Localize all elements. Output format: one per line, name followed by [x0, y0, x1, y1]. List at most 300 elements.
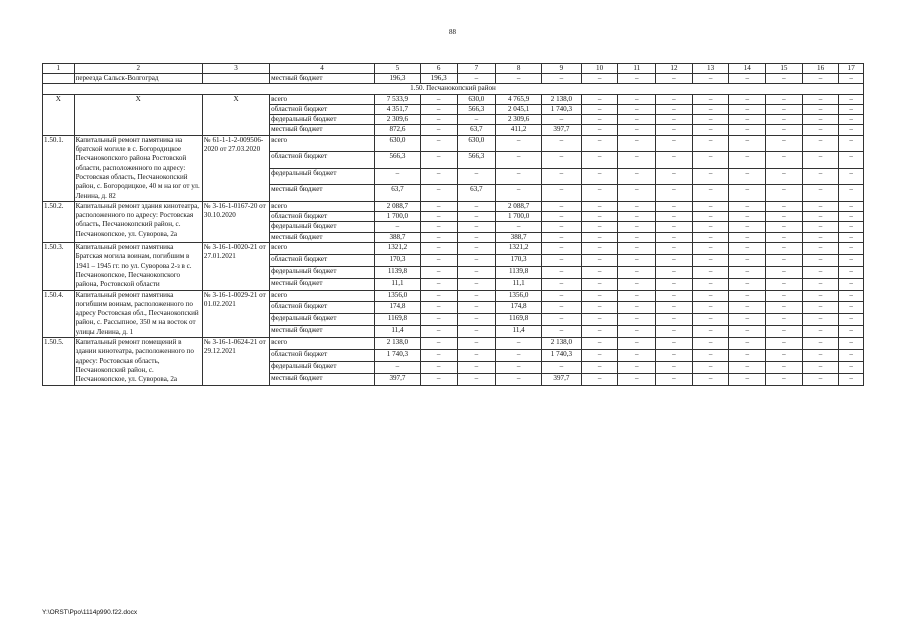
- empty-value-dash: –: [420, 104, 457, 114]
- numeric-value-cell: 1 700,0: [496, 212, 542, 222]
- empty-value-dash: –: [802, 338, 839, 350]
- empty-value-dash: –: [420, 115, 457, 125]
- empty-value-dash: –: [581, 361, 618, 373]
- numeric-value-cell: 11,1: [496, 278, 542, 290]
- empty-value-dash: –: [581, 104, 618, 114]
- document-cell: № 3-16-1-0167-20 от 30.10.2020: [202, 201, 269, 242]
- empty-value-dash: –: [542, 278, 582, 290]
- numeric-value-cell: 196,3: [420, 74, 457, 84]
- empty-value-dash: –: [457, 115, 496, 125]
- object-name-cell: Капитальный ремонт помещений в здании кинотеатра, расположенного по адресу: Ростовская область, Песчанокопский район, с. Песчанокопское, ул. Суворова, 2а: [74, 338, 202, 385]
- empty-value-dash: –: [656, 115, 693, 125]
- empty-value-dash: –: [692, 94, 729, 104]
- empty-value-dash: –: [766, 125, 803, 135]
- program-table: [42, 63, 864, 386]
- empty-value-dash: –: [729, 314, 766, 326]
- section-title: 1.50. Песчанокопский район: [43, 84, 864, 94]
- empty-value-dash: –: [581, 222, 618, 232]
- empty-value-dash: –: [766, 361, 803, 373]
- empty-value-dash: –: [618, 338, 656, 350]
- empty-value-dash: –: [839, 338, 864, 350]
- column-number-header: 6: [420, 64, 457, 74]
- empty-value-dash: –: [618, 185, 656, 202]
- empty-value-dash: –: [729, 302, 766, 314]
- empty-value-dash: –: [692, 349, 729, 361]
- empty-value-dash: –: [581, 232, 618, 242]
- empty-value-dash: –: [692, 104, 729, 114]
- object-name-cell: Капитальный ремонт здания кинотеатра, расположенного по адресу: Ростовская область, Песчанокопский район, с. Песчанокопское, ул. Суворова, 2а: [74, 201, 202, 242]
- empty-value-dash: –: [729, 361, 766, 373]
- empty-value-dash: –: [729, 290, 766, 302]
- empty-value-dash: –: [457, 314, 496, 326]
- empty-value-dash: –: [581, 94, 618, 104]
- document-cell: № 3-16-1-0029-21 от 01.02.2021: [202, 290, 269, 337]
- empty-value-dash: –: [802, 168, 839, 185]
- empty-value-dash: –: [692, 338, 729, 350]
- file-path-footer: Y:\ORST\Ppo\1114p990.f22.docx: [42, 609, 138, 616]
- empty-value-dash: –: [802, 373, 839, 385]
- empty-value-dash: –: [802, 104, 839, 114]
- empty-value-dash: –: [839, 232, 864, 242]
- empty-value-dash: –: [802, 314, 839, 326]
- row-number-cell: X: [43, 94, 75, 135]
- empty-value-dash: –: [618, 222, 656, 232]
- empty-value-dash: –: [457, 349, 496, 361]
- numeric-value-cell: 1356,0: [375, 290, 421, 302]
- numeric-value-cell: 63,7: [375, 185, 421, 202]
- numeric-value-cell: 2 088,7: [375, 201, 421, 211]
- numeric-value-cell: 174,8: [496, 302, 542, 314]
- empty-value-dash: –: [420, 254, 457, 266]
- empty-value-dash: –: [656, 361, 693, 373]
- empty-value-dash: –: [766, 243, 803, 255]
- empty-value-dash: –: [766, 222, 803, 232]
- empty-value-dash: –: [496, 185, 542, 202]
- budget-type-cell: федеральный бюджет: [270, 361, 375, 373]
- numeric-value-cell: 2 309,6: [375, 115, 421, 125]
- empty-value-dash: –: [496, 168, 542, 185]
- budget-type-cell: местный бюджет: [270, 232, 375, 242]
- empty-value-dash: –: [656, 125, 693, 135]
- empty-value-dash: –: [618, 326, 656, 338]
- numeric-value-cell: 1 740,3: [542, 104, 582, 114]
- empty-value-dash: –: [839, 135, 864, 152]
- budget-type-cell: федеральный бюджет: [270, 266, 375, 278]
- table-row: [43, 243, 864, 255]
- budget-type-cell: всего: [270, 201, 375, 211]
- empty-value-dash: –: [766, 201, 803, 211]
- empty-value-dash: –: [802, 212, 839, 222]
- empty-value-dash: –: [729, 278, 766, 290]
- empty-value-dash: –: [729, 254, 766, 266]
- numeric-value-cell: 7 533,9: [375, 94, 421, 104]
- empty-value-dash: –: [420, 232, 457, 242]
- numeric-value-cell: 63,7: [457, 125, 496, 135]
- empty-value-dash: –: [656, 326, 693, 338]
- empty-value-dash: –: [656, 266, 693, 278]
- empty-value-dash: –: [692, 278, 729, 290]
- empty-value-dash: –: [766, 338, 803, 350]
- numeric-value-cell: 2 088,7: [496, 201, 542, 211]
- empty-value-dash: –: [542, 135, 582, 152]
- empty-value-dash: –: [692, 361, 729, 373]
- numeric-value-cell: 11,4: [375, 326, 421, 338]
- numeric-value-cell: 1139,8: [496, 266, 542, 278]
- document-cell: № 61-1-1-2-009506-2020 от 27.03.2020: [202, 135, 269, 201]
- empty-value-dash: –: [581, 302, 618, 314]
- empty-value-dash: –: [656, 104, 693, 114]
- empty-value-dash: –: [839, 115, 864, 125]
- empty-value-dash: –: [802, 185, 839, 202]
- empty-value-dash: –: [581, 314, 618, 326]
- empty-value-dash: –: [729, 349, 766, 361]
- empty-value-dash: –: [457, 338, 496, 350]
- empty-value-dash: –: [656, 302, 693, 314]
- numeric-value-cell: 4 765,9: [496, 94, 542, 104]
- empty-value-dash: –: [542, 254, 582, 266]
- empty-value-dash: –: [618, 361, 656, 373]
- continuation-row: [43, 74, 864, 84]
- empty-value-dash: –: [802, 201, 839, 211]
- empty-value-dash: –: [581, 278, 618, 290]
- empty-value-dash: –: [729, 94, 766, 104]
- empty-value-dash: –: [766, 326, 803, 338]
- budget-type-cell: всего: [270, 135, 375, 152]
- column-number-header: 10: [581, 64, 618, 74]
- empty-value-dash: –: [692, 125, 729, 135]
- budget-type-cell: федеральный бюджет: [270, 222, 375, 232]
- table-row: [43, 338, 864, 350]
- empty-value-dash: –: [420, 373, 457, 385]
- numeric-value-cell: 2 138,0: [542, 94, 582, 104]
- empty-value-dash: –: [839, 125, 864, 135]
- column-number-header: 14: [729, 64, 766, 74]
- empty-value-dash: –: [839, 254, 864, 266]
- budget-type-cell: местный бюджет: [270, 125, 375, 135]
- empty-value-dash: –: [581, 243, 618, 255]
- empty-value-dash: –: [542, 74, 582, 84]
- empty-value-dash: –: [457, 212, 496, 222]
- empty-value-dash: –: [766, 185, 803, 202]
- budget-type-cell: местный бюджет: [270, 326, 375, 338]
- empty-value-dash: –: [802, 266, 839, 278]
- budget-type-cell: областной бюджет: [270, 104, 375, 114]
- empty-value-dash: –: [618, 254, 656, 266]
- empty-value-dash: –: [542, 152, 582, 169]
- empty-value-dash: –: [839, 373, 864, 385]
- empty-value-dash: –: [581, 254, 618, 266]
- empty-value-dash: –: [496, 152, 542, 169]
- empty-value-dash: –: [729, 168, 766, 185]
- empty-value-dash: –: [457, 326, 496, 338]
- numeric-value-cell: 566,3: [457, 152, 496, 169]
- numeric-value-cell: 1321,2: [375, 243, 421, 255]
- empty-value-dash: –: [581, 266, 618, 278]
- numeric-value-cell: 566,3: [375, 152, 421, 169]
- numeric-value-cell: 1169,8: [496, 314, 542, 326]
- empty-value-dash: –: [802, 74, 839, 84]
- budget-type-cell: местный бюджет: [270, 185, 375, 202]
- empty-value-dash: –: [618, 243, 656, 255]
- empty-value-dash: –: [656, 212, 693, 222]
- document-cell: № 3-16-1-0020-21 от 27.01.2021: [202, 243, 269, 290]
- empty-value-dash: –: [692, 74, 729, 84]
- empty-value-dash: –: [581, 212, 618, 222]
- budget-type-cell: местный бюджет: [270, 278, 375, 290]
- empty-value-dash: –: [729, 104, 766, 114]
- budget-type-cell: местный бюджет: [270, 373, 375, 385]
- empty-value-dash: –: [692, 115, 729, 125]
- empty-value-dash: –: [420, 338, 457, 350]
- empty-value-dash: –: [542, 243, 582, 255]
- empty-value-dash: –: [618, 168, 656, 185]
- empty-value-dash: –: [692, 185, 729, 202]
- empty-value-dash: –: [542, 302, 582, 314]
- empty-value-dash: –: [420, 94, 457, 104]
- budget-type-cell: областной бюджет: [270, 349, 375, 361]
- empty-value-dash: –: [802, 302, 839, 314]
- empty-value-dash: –: [729, 74, 766, 84]
- empty-value-dash: –: [496, 373, 542, 385]
- numeric-value-cell: 566,3: [457, 104, 496, 114]
- empty-value-dash: –: [457, 266, 496, 278]
- empty-value-dash: –: [802, 115, 839, 125]
- empty-value-dash: –: [729, 125, 766, 135]
- empty-value-dash: –: [656, 243, 693, 255]
- empty-value-dash: –: [618, 201, 656, 211]
- empty-value-dash: –: [457, 74, 496, 84]
- empty-value-dash: –: [839, 266, 864, 278]
- column-number-header: 11: [618, 64, 656, 74]
- column-number-header: 4: [270, 64, 375, 74]
- empty-value-dash: –: [420, 278, 457, 290]
- empty-value-dash: –: [766, 314, 803, 326]
- empty-value-dash: –: [766, 254, 803, 266]
- empty-value-dash: –: [457, 168, 496, 185]
- empty-value-dash: –: [457, 361, 496, 373]
- empty-value-dash: –: [839, 168, 864, 185]
- empty-value-dash: –: [839, 349, 864, 361]
- empty-value-dash: –: [618, 74, 656, 84]
- empty-value-dash: –: [766, 115, 803, 125]
- column-number-header: 1: [43, 64, 75, 74]
- empty-value-dash: –: [581, 373, 618, 385]
- column-number-header: 13: [692, 64, 729, 74]
- budget-type-cell: всего: [270, 338, 375, 350]
- empty-value-dash: –: [375, 222, 421, 232]
- empty-value-dash: –: [656, 168, 693, 185]
- row-number-cell: 1.50.4.: [43, 290, 75, 337]
- empty-value-dash: –: [581, 201, 618, 211]
- budget-type-cell: федеральный бюджет: [270, 168, 375, 185]
- empty-value-dash: –: [802, 232, 839, 242]
- table-row: [43, 135, 864, 152]
- document-cell: № 3-16-1-0624-21 от 29.12.2021: [202, 338, 269, 385]
- numeric-value-cell: 1 740,3: [375, 349, 421, 361]
- empty-value-dash: –: [457, 290, 496, 302]
- row-number-cell: 1.50.3.: [43, 243, 75, 290]
- budget-type-cell: федеральный бюджет: [270, 115, 375, 125]
- empty-value-dash: –: [581, 168, 618, 185]
- empty-value-dash: –: [496, 74, 542, 84]
- empty-value-dash: –: [656, 185, 693, 202]
- empty-value-dash: –: [766, 266, 803, 278]
- empty-value-dash: –: [618, 135, 656, 152]
- empty-value-dash: –: [839, 212, 864, 222]
- empty-value-dash: –: [375, 168, 421, 185]
- page-number: 88: [449, 28, 456, 36]
- empty-value-dash: –: [420, 201, 457, 211]
- numeric-value-cell: 630,0: [375, 135, 421, 152]
- empty-value-dash: –: [618, 94, 656, 104]
- empty-value-dash: –: [542, 222, 582, 232]
- empty-value-dash: –: [581, 135, 618, 152]
- empty-value-dash: –: [802, 125, 839, 135]
- empty-value-dash: –: [839, 152, 864, 169]
- budget-type-cell: областной бюджет: [270, 254, 375, 266]
- empty-value-dash: –: [420, 290, 457, 302]
- empty-value-dash: –: [618, 349, 656, 361]
- empty-value-dash: –: [729, 232, 766, 242]
- empty-value-dash: –: [839, 361, 864, 373]
- empty-value-dash: –: [581, 338, 618, 350]
- empty-value-dash: –: [766, 74, 803, 84]
- empty-value-dash: –: [692, 222, 729, 232]
- empty-value-dash: –: [420, 266, 457, 278]
- numeric-value-cell: 63,7: [457, 185, 496, 202]
- empty-value-dash: –: [656, 201, 693, 211]
- empty-value-dash: –: [692, 314, 729, 326]
- empty-value-dash: –: [656, 254, 693, 266]
- empty-value-dash: –: [420, 135, 457, 152]
- budget-type-cell: областной бюджет: [270, 152, 375, 169]
- column-number-header: 15: [766, 64, 803, 74]
- empty-value-dash: –: [542, 212, 582, 222]
- empty-value-dash: –: [618, 115, 656, 125]
- object-name-cell: Капитальный ремонт памятника погибшим воинам, расположенного по адресу Ростовская обл., Песчанокопский район, с. Рассыпное, 350 м на восток от улицы Ленина, д. 1: [74, 290, 202, 337]
- empty-value-dash: –: [457, 278, 496, 290]
- column-number-header: 7: [457, 64, 496, 74]
- numeric-value-cell: 397,7: [375, 373, 421, 385]
- empty-value-dash: –: [581, 115, 618, 125]
- empty-value-dash: –: [692, 232, 729, 242]
- empty-value-dash: –: [496, 222, 542, 232]
- empty-value-dash: –: [839, 302, 864, 314]
- column-number-header: 9: [542, 64, 582, 74]
- document-cell: [202, 74, 269, 84]
- empty-value-dash: –: [656, 94, 693, 104]
- empty-value-dash: –: [496, 349, 542, 361]
- empty-value-dash: –: [542, 201, 582, 211]
- empty-value-dash: –: [766, 212, 803, 222]
- empty-value-dash: –: [802, 243, 839, 255]
- empty-value-dash: –: [766, 302, 803, 314]
- empty-value-dash: –: [542, 361, 582, 373]
- empty-value-dash: –: [839, 314, 864, 326]
- row-number-cell: [43, 74, 75, 84]
- empty-value-dash: –: [729, 243, 766, 255]
- empty-value-dash: –: [729, 222, 766, 232]
- empty-value-dash: –: [457, 243, 496, 255]
- empty-value-dash: –: [420, 349, 457, 361]
- empty-value-dash: –: [496, 361, 542, 373]
- empty-value-dash: –: [839, 94, 864, 104]
- empty-value-dash: –: [618, 302, 656, 314]
- empty-value-dash: –: [839, 222, 864, 232]
- empty-value-dash: –: [457, 201, 496, 211]
- empty-value-dash: –: [802, 361, 839, 373]
- empty-value-dash: –: [729, 326, 766, 338]
- empty-value-dash: –: [692, 135, 729, 152]
- empty-value-dash: –: [802, 94, 839, 104]
- numeric-value-cell: 196,3: [375, 74, 421, 84]
- empty-value-dash: –: [692, 243, 729, 255]
- empty-value-dash: –: [692, 302, 729, 314]
- numeric-value-cell: 2 138,0: [542, 338, 582, 350]
- column-number-header: 5: [375, 64, 421, 74]
- empty-value-dash: –: [581, 326, 618, 338]
- empty-value-dash: –: [839, 290, 864, 302]
- empty-value-dash: –: [618, 232, 656, 242]
- numeric-value-cell: 630,0: [457, 94, 496, 104]
- empty-value-dash: –: [618, 152, 656, 169]
- empty-value-dash: –: [692, 212, 729, 222]
- numeric-value-cell: 2 045,1: [496, 104, 542, 114]
- numeric-value-cell: 388,7: [496, 232, 542, 242]
- section-title-row: [43, 84, 864, 94]
- object-name-cell: Капитальный ремонт памятника на братской могиле в с. Богородицкое Песчанокопского района Ростовской области, расположенного по адресу: Ростовская область, Песчанокопский район, с. Богородицкое, 40 м на юг от ул. Ленина, д. 82: [74, 135, 202, 201]
- column-number-header: 2: [74, 64, 202, 74]
- numeric-value-cell: 2 138,0: [375, 338, 421, 350]
- empty-value-dash: –: [420, 361, 457, 373]
- numeric-value-cell: 397,7: [542, 373, 582, 385]
- empty-value-dash: –: [618, 266, 656, 278]
- object-name-cell: Капитальный ремонт памятника Братская могила воинам, погибшим в 1941 – 1945 гг. по ул. Суворова 2-з в с. Песчанокопское, Песчанокопского района, Ростовской области: [74, 243, 202, 290]
- numeric-value-cell: 11,1: [375, 278, 421, 290]
- empty-value-dash: –: [457, 222, 496, 232]
- numeric-value-cell: 170,3: [496, 254, 542, 266]
- empty-value-dash: –: [581, 152, 618, 169]
- empty-value-dash: –: [839, 326, 864, 338]
- empty-value-dash: –: [656, 135, 693, 152]
- empty-value-dash: –: [581, 185, 618, 202]
- column-number-header: 8: [496, 64, 542, 74]
- empty-value-dash: –: [766, 232, 803, 242]
- empty-value-dash: –: [802, 135, 839, 152]
- empty-value-dash: –: [420, 243, 457, 255]
- empty-value-dash: –: [496, 135, 542, 152]
- empty-value-dash: –: [420, 185, 457, 202]
- numeric-value-cell: 872,6: [375, 125, 421, 135]
- numeric-value-cell: 174,8: [375, 302, 421, 314]
- row-number-cell: 1.50.5.: [43, 338, 75, 385]
- numeric-value-cell: 1139,8: [375, 266, 421, 278]
- empty-value-dash: –: [656, 338, 693, 350]
- numeric-value-cell: 1169,8: [375, 314, 421, 326]
- empty-value-dash: –: [618, 125, 656, 135]
- empty-value-dash: –: [766, 290, 803, 302]
- empty-value-dash: –: [420, 222, 457, 232]
- row-number-cell: 1.50.2.: [43, 201, 75, 242]
- empty-value-dash: –: [766, 349, 803, 361]
- empty-value-dash: –: [656, 290, 693, 302]
- row-number-cell: 1.50.1.: [43, 135, 75, 201]
- numeric-value-cell: 1356,0: [496, 290, 542, 302]
- empty-value-dash: –: [729, 373, 766, 385]
- empty-value-dash: –: [618, 278, 656, 290]
- empty-value-dash: –: [692, 290, 729, 302]
- empty-value-dash: –: [496, 338, 542, 350]
